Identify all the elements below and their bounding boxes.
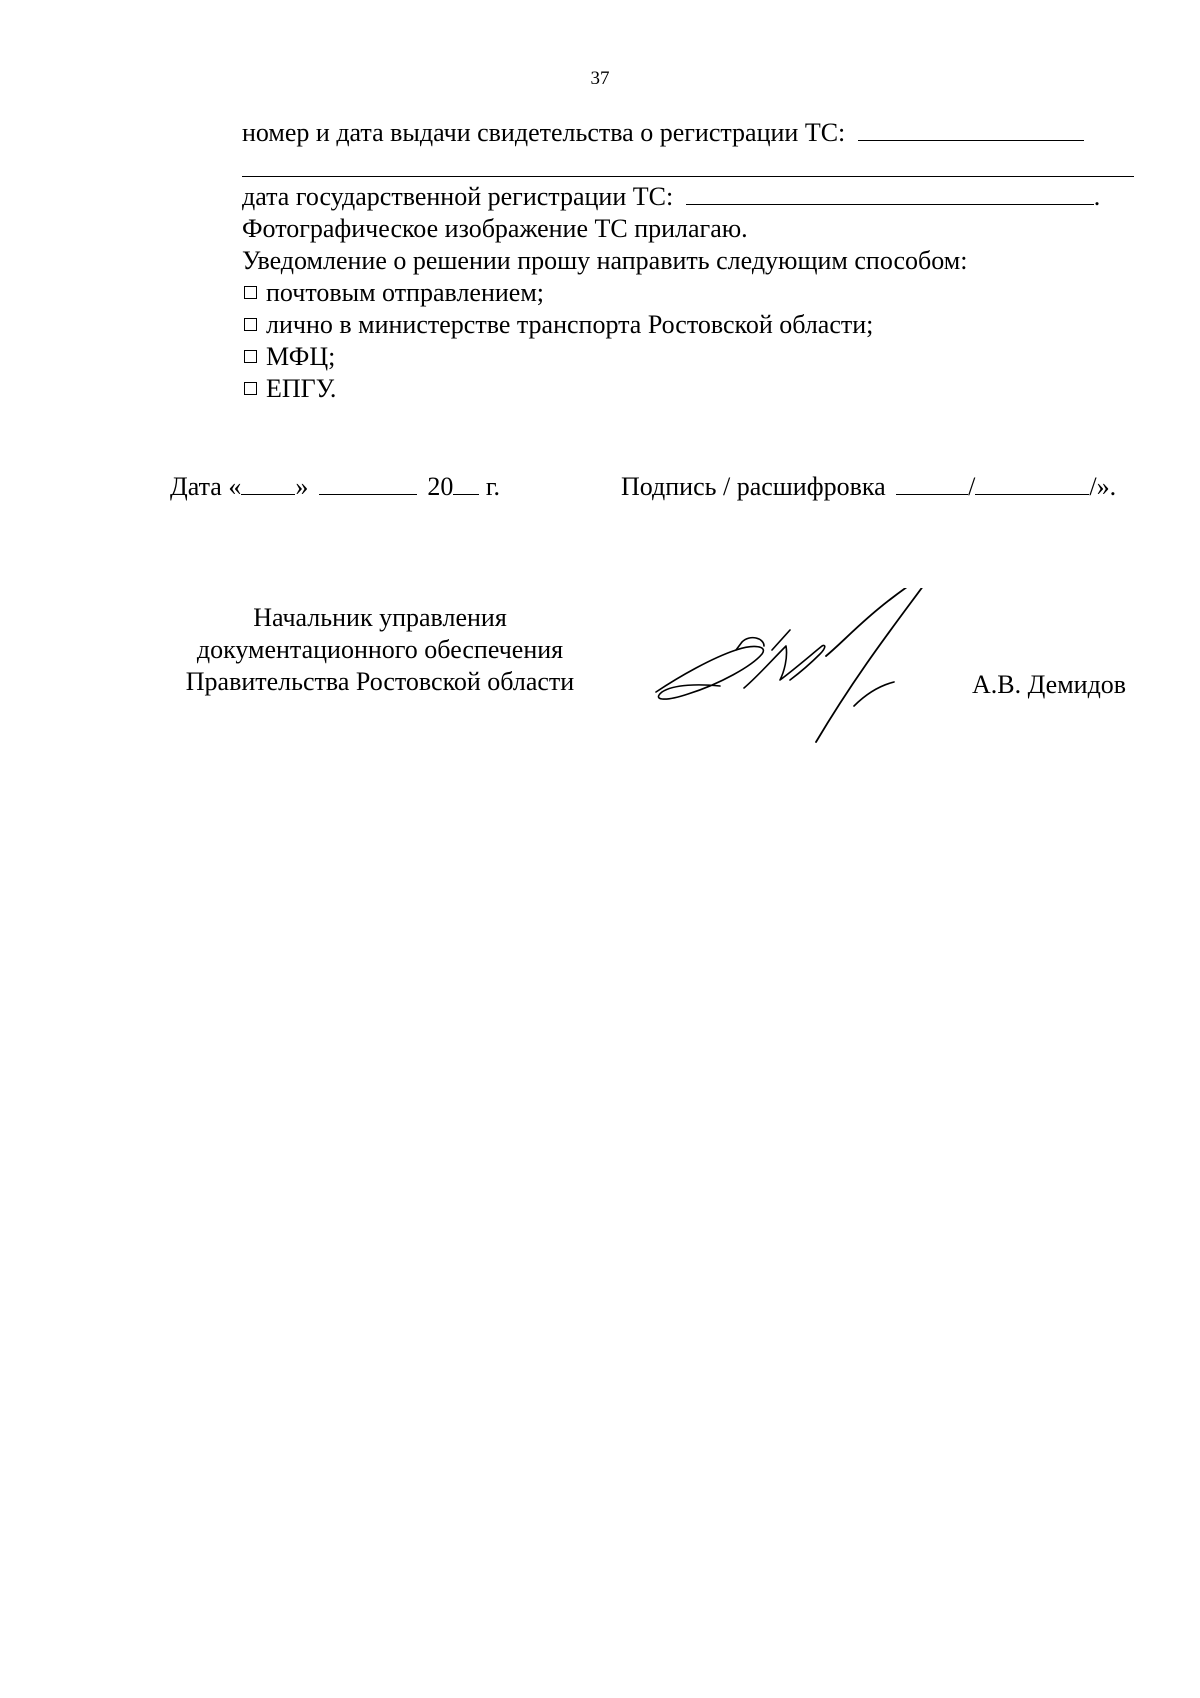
transcription-blank[interactable] — [975, 493, 1089, 495]
registration-date-blank[interactable] — [686, 203, 1094, 205]
date-day-blank[interactable] — [241, 493, 295, 495]
option-mfc-label: МФЦ; — [266, 342, 336, 371]
certificate-blank-continuation[interactable] — [242, 176, 1134, 177]
date-year-prefix: 20 — [427, 472, 454, 501]
page-number: 37 — [590, 68, 610, 89]
registration-date-end: . — [1093, 182, 1101, 211]
checkbox-mail[interactable] — [244, 286, 257, 299]
checkbox-mfc[interactable] — [244, 350, 257, 363]
certificate-label: номер и дата выдачи свидетельства о регистрации ТС: — [242, 118, 846, 147]
photo-note: Фотографическое изображение ТС прилагаю. — [242, 214, 748, 243]
signature-label: Подпись / расшифровка — [621, 472, 886, 501]
handwritten-signature — [650, 588, 940, 748]
signature-blank[interactable] — [896, 493, 968, 495]
option-in-person[interactable] — [244, 310, 873, 340]
registration-date-line — [242, 182, 1100, 212]
option-epgu[interactable] — [244, 374, 336, 404]
signatory-position-line-3: Правительства Ростовской области — [185, 667, 575, 696]
option-mail[interactable] — [244, 278, 544, 308]
signature-end: /». — [1089, 472, 1117, 501]
option-in-person-label: лично в министерстве транспорта Ростовской области; — [266, 310, 874, 339]
signatory-position — [160, 602, 600, 698]
option-mfc[interactable] — [244, 342, 335, 372]
signature-separator: / — [968, 472, 976, 501]
signatory-position-line-1: Начальник управления — [253, 603, 507, 632]
certificate-line — [242, 118, 1084, 148]
date-quote-close: » — [295, 472, 309, 501]
signature-field — [621, 472, 1116, 502]
date-year-blank[interactable] — [453, 493, 479, 495]
date-prefix: Дата « — [170, 472, 242, 501]
checkbox-in-person[interactable] — [244, 318, 257, 331]
notification-intro: Уведомление о решении прошу направить следующим способом: — [242, 246, 968, 275]
date-suffix: г. — [485, 472, 501, 501]
option-mail-label: почтовым отправлением; — [266, 278, 545, 307]
date-field — [170, 472, 500, 502]
registration-date-label: дата государственной регистрации ТС: — [242, 182, 674, 211]
signatory-name: А.В. Демидов — [972, 670, 1127, 699]
signatory-position-line-2: документационного обеспечения — [196, 635, 564, 664]
checkbox-epgu[interactable] — [244, 382, 257, 395]
certificate-blank[interactable] — [858, 139, 1084, 141]
option-epgu-label: ЕПГУ. — [266, 374, 337, 403]
date-month-blank[interactable] — [319, 493, 417, 495]
